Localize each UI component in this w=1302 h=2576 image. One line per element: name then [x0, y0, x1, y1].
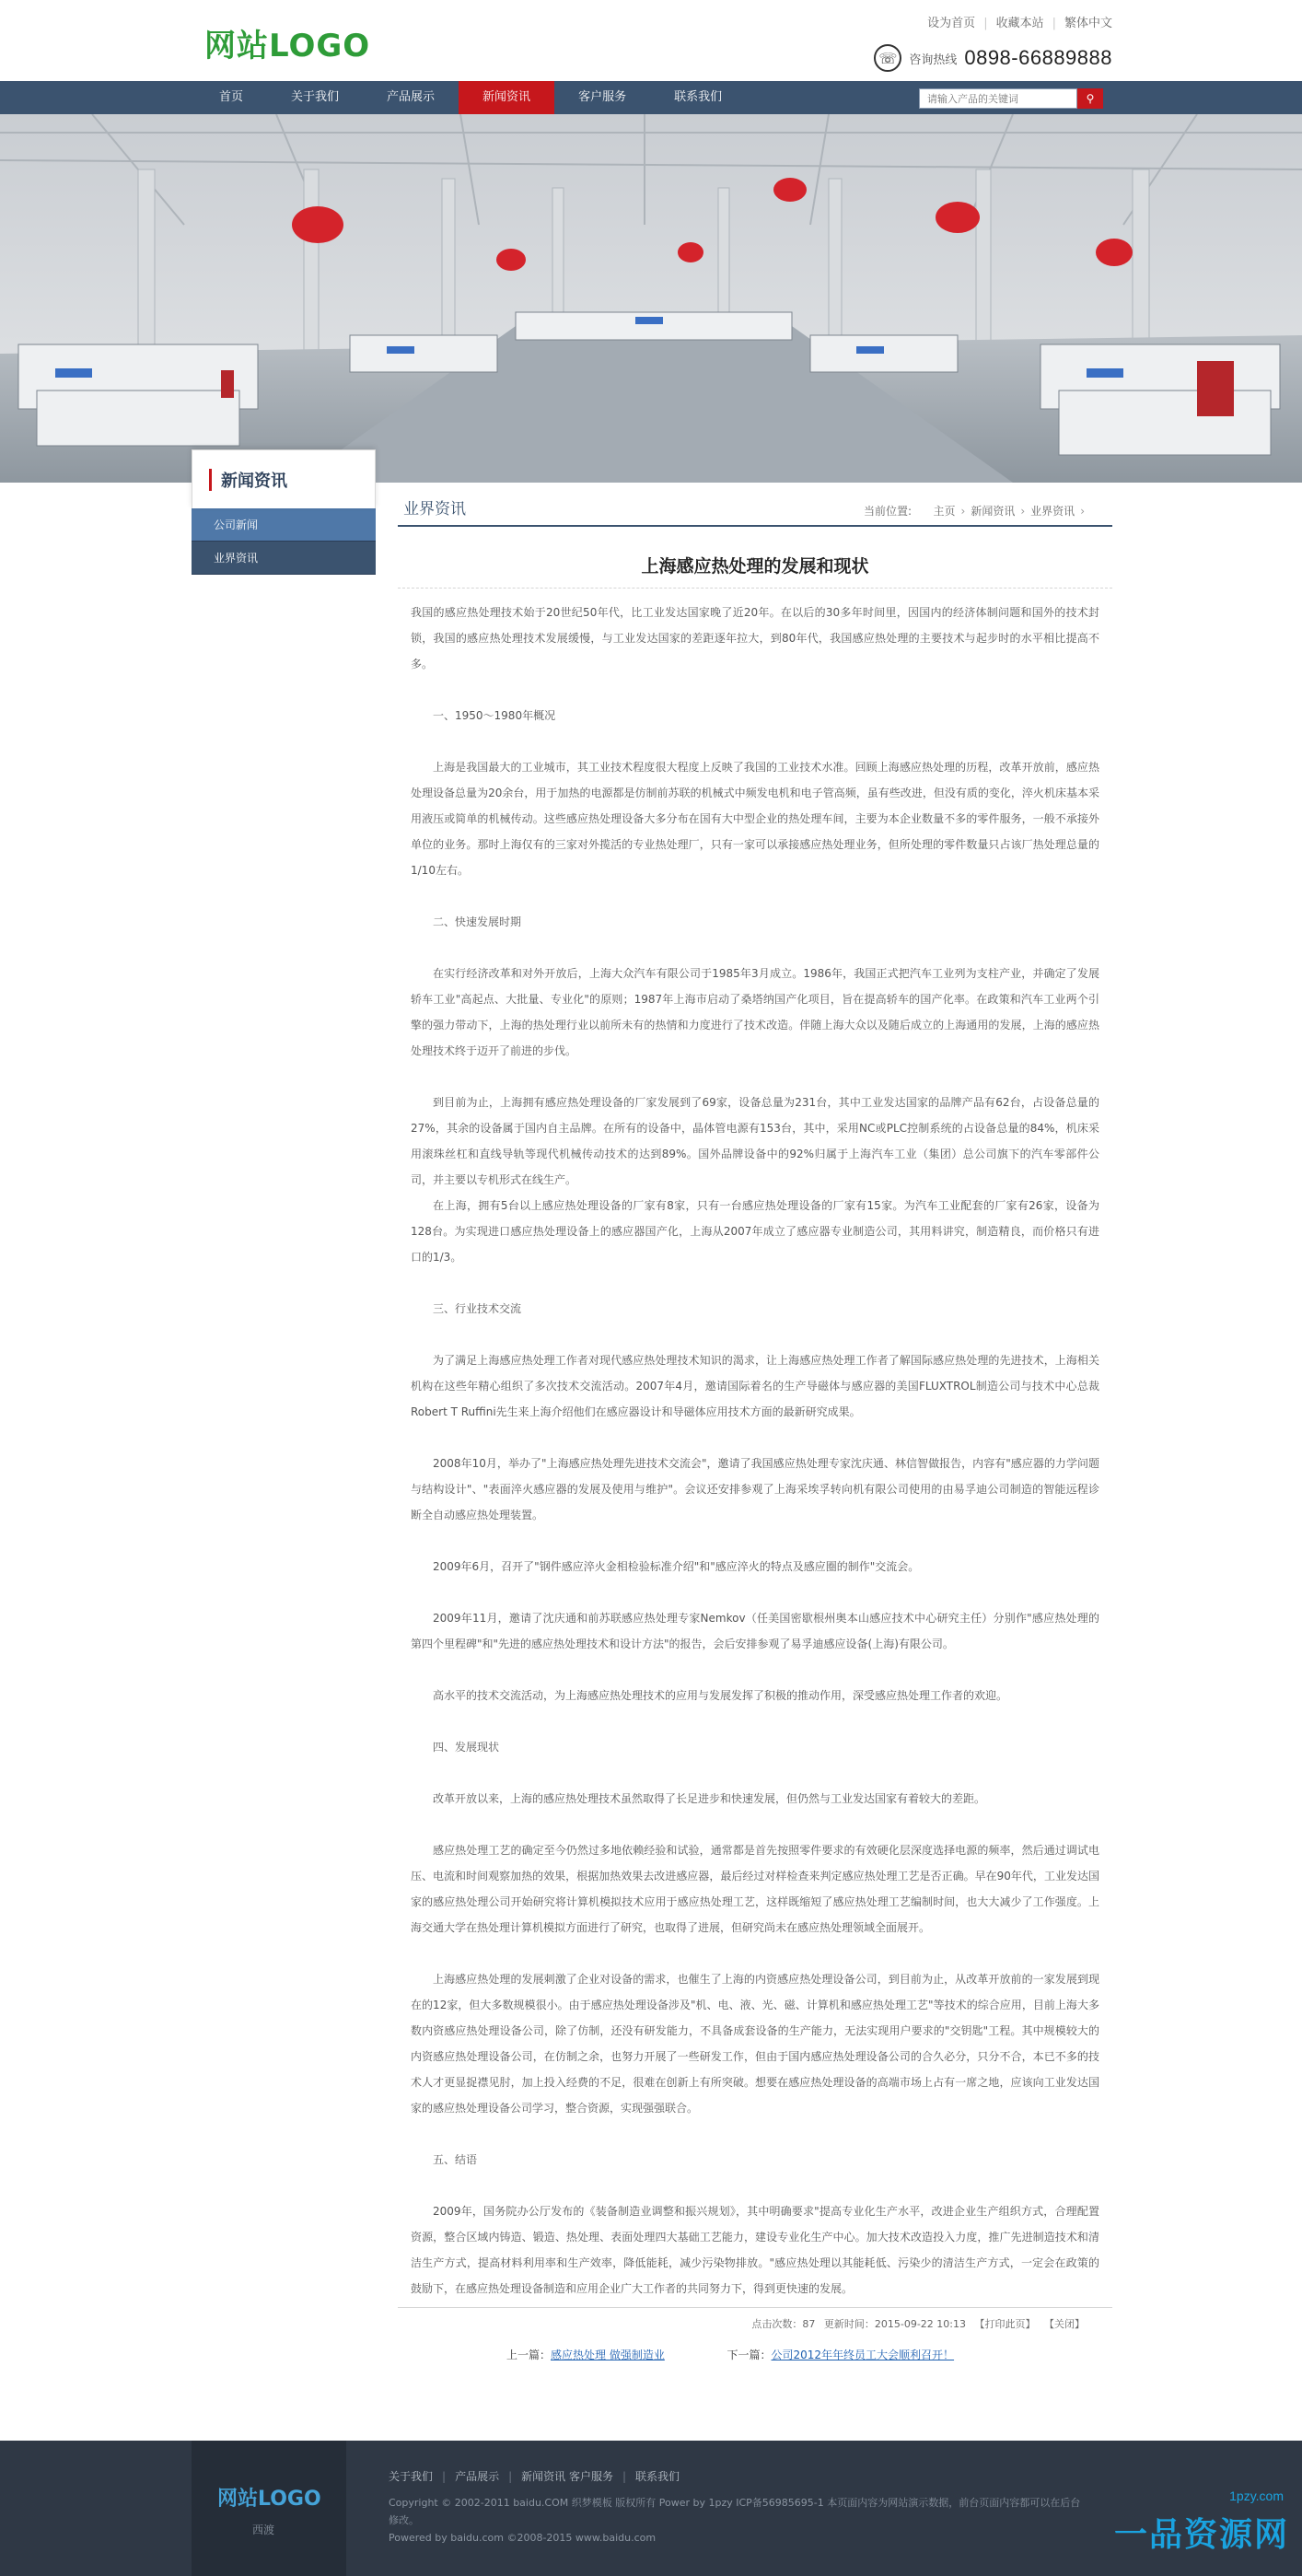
article-paragraph: 改革开放以来，上海的感应热处理技术虽然取得了长足进步和快速发展，但仍然与工业发达国家有着较大的差距。 — [433, 1792, 986, 1805]
top-links: 设为首页 | 收藏本站 | 繁体中文 — [927, 17, 1112, 30]
main-nav — [0, 81, 1302, 114]
breadcrumb-home[interactable]: 主页 — [933, 505, 956, 518]
search-input[interactable] — [919, 88, 1077, 109]
article-heading: 五、结语 — [433, 2153, 478, 2166]
update-time: 更新时间：2015-09-22 10:13 — [823, 2318, 966, 2330]
prev-next-nav — [398, 2340, 1112, 2370]
footer-links: 关于我们 | 产品展示 | 新闻资讯 客户服务 | 联系我们 — [389, 2470, 680, 2483]
nav-contact[interactable]: 联系我们 — [674, 90, 723, 104]
article-paragraph: 上海是我国最大的工业城市，其工业技术程度很大程度上反映了我国的工业技术水准。回顾上海感应热处理的历程，改革开放前，感应热处理设备总量为20余台，用于加热的电源都是仿制前苏联的机械式中频发电机和电子管高频，虽有些改进，但没有质的变化，淬火机床基本采用液压或简单的机械传动。这些感应热处理设备大多分布在国有大中型企业的热处理车间，主要为本企业数量不多的零件服务，一般不承接外单位的业务。那时上海仅有的三家对外揽活的专业热处理厂，只有一家可以承接感应热处理业务，但所处理的零件数量只占该厂热处理总量的1/10左右。 — [411, 761, 1099, 877]
sidebar-item-industry-news[interactable]: 业界资讯 — [192, 542, 376, 575]
article-meta — [398, 2307, 1112, 2340]
banner-image — [0, 114, 1302, 483]
nav-news[interactable]: 新闻资讯 — [459, 81, 554, 114]
article-title: 上海感应热处理的发展和现状 — [641, 556, 869, 577]
main-content — [398, 488, 1112, 2370]
set-homepage-link[interactable]: 设为首页 — [927, 17, 976, 30]
footer-link-contact[interactable]: 联系我们 — [635, 2470, 680, 2483]
search-box — [919, 88, 1103, 109]
traditional-chinese-link[interactable]: 繁体中文 — [1064, 17, 1112, 30]
sidebar-title-accent — [209, 469, 212, 491]
nav-products[interactable]: 产品展示 — [387, 90, 436, 104]
footer-link-about[interactable]: 关于我们 — [389, 2470, 434, 2483]
article-paragraph: 感应热处理工艺的确定至今仍然过多地依赖经验和试验，通常都是首先按照零件要求的有效硬化层深度选择电源的频率，然后通过调试电压、电流和时间观察加热的效果，根据加热效果去改进感应器，最后经过对样检查来判定感应热处理工艺是否正确。早在90年代，工业发达国家的感应热处理公司开始研究将计算机模拟技术应用于感应热处理工艺，这样既缩短了感应热处理工艺编制时间，也大大减少了工作强度。上海交通大学在热处理计算机模拟方面进行了研究，也取得了进展，但研究尚未在感应热处理领域全面展开。 — [411, 1844, 1099, 1934]
sidebar-item-company-news[interactable]: 公司新闻 — [192, 508, 376, 542]
factory-banner-illustration — [0, 114, 1302, 483]
article-paragraph: 在上海，拥有5台以上感应热处理设备的厂家有8家，只有一台感应热处理设备的厂家有15家。为汽车工业配套的厂家有26家，设备为128台。为实现进口感应热处理设备上的感应器国产化，上海从2007年成立了感应器专业制造公司，其用料讲究，制造精良，而价格只有进口的1/3。 — [411, 1199, 1099, 1264]
article-heading: 一、1950～1980年概况 — [433, 709, 556, 722]
footer-logo-subtitle: 西渡 — [252, 2524, 275, 2536]
footer-copyright — [389, 2494, 1088, 2547]
next-label: 下一篇： — [727, 2349, 772, 2361]
watermark-url: 1pzy.com — [1229, 2489, 1284, 2503]
prev-article-link[interactable]: 感应热处理 做强制造业 — [551, 2349, 665, 2361]
article-heading: 四、发展现状 — [433, 1741, 500, 1754]
nav-home[interactable]: 首页 — [219, 90, 244, 104]
site-logo[interactable]: 网站LOGO — [204, 28, 371, 64]
footer-link-products[interactable]: 产品展示 — [455, 2470, 500, 2483]
article-paragraph: 2009年6月，召开了"钢件感应淬火金相检验标准介绍"和"感应淬火的特点及感应圈的制作"交流会。 — [433, 1560, 920, 1573]
phone-icon: ☏ — [874, 44, 901, 72]
sidebar-header — [192, 449, 376, 508]
article-paragraph: 在实行经济改革和对外开放后，上海大众汽车有限公司于1985年3月成立。1986年，我国正式把汽车工业列为支柱产业，并确定了发展轿车工业"高起点、大批量、专业化"的原则；1987年上海市启动了桑塔纳国产化项目，旨在提高轿车的国产化率。在政策和汽车工业两个引擎的强力带动下，上海的热处理行业以前所未有的热情和力度进行了技术改造。伴随上海大众以及随后成立的上海通用的发展，上海的感应热处理技术终于迈开了前进的步伐。 — [411, 967, 1099, 1057]
article-paragraph: 高水平的技术交流活动，为上海感应热处理技术的应用与发展发挥了积极的推动作用，深受感应热处理工作者的欢迎。 — [433, 1689, 1008, 1702]
article-heading: 三、行业技术交流 — [433, 1302, 522, 1315]
article-paragraph: 2008年10月，举办了"上海感应热处理先进技术交流会"，邀请了我国感应热处理专家沈庆通、林信智做报告，内容有"感应器的力学问题与结构设计"、"表面淬火感应器的发展及使用与维护"。会议还安排参观了上海采埃孚转向机有限公司使用的由易孚迪公司制造的智能远程诊断全自动感应热处理装置。 — [411, 1457, 1099, 1521]
footer-logo-box — [192, 2441, 346, 2576]
section-title: 业界资讯 — [403, 500, 466, 519]
next-article-link[interactable]: 公司2012年年终员工大会顺利召开！ — [771, 2349, 955, 2361]
section-header — [398, 488, 1112, 527]
copyright-text: Copyright © 2002-2011 baidu.COM 织梦模板 版权所有 Power by 1pzy ICP备56985695-1 本页面内容为网站演示数据，前台页面内容都可以在后台修改。 — [389, 2497, 1081, 2526]
sidebar-title: 新闻资讯 — [221, 471, 287, 491]
article-paragraph: 2009年，国务院办公厅发布的《装备制造业调整和振兴规划》，其中明确要求"提高专业化生产水平，改进企业生产组织方式，合理配置资源，整合区域内铸造、锻造、热处理、表面处理四大基础工艺能力，建设专业化生产中心。加大技术改造投入力度，推广先进制造技术和清洁生产方式，提高材料利用率和生产效率，降低能耗，减少污染物排放。"感应热处理以其能耗低、污染少的清洁生产方式，一定会在政策的鼓励下，在感应热处理设备制造和应用企业广大工作者的共同努力下，得到更快速的发展。 — [411, 2205, 1099, 2295]
print-link[interactable]: 【打印此页】 — [974, 2318, 1036, 2330]
breadcrumb: 当前位置: 主页 › 新闻资讯 › 业界资讯 › — [863, 505, 1085, 518]
close-link[interactable]: 【关闭】 — [1044, 2318, 1085, 2330]
article-heading: 二、快速发展时期 — [433, 915, 522, 928]
footer-logo[interactable]: 网站LOGO — [217, 2488, 321, 2511]
article-body — [398, 589, 1112, 2302]
header — [0, 0, 1302, 81]
article-paragraph: 到目前为止，上海拥有感应热处理设备的厂家发展到了69家，设备总量为231台，其中工业发达国家的品牌产品有62台，占设备总量的27%，其余的设备属于国内自主品牌。在所有的设备中，晶体管电源有153台，其中，采用NC或PLC控制系统的占设备总量的84%，机床采用滚珠丝杠和直线导轨等现代机械传动技术的达到89%。国外品牌设备中的92%归属于上海汽车工业（集团）总公司旗下的汽车零部件公司，并主要以专机形式在线生产。 — [411, 1096, 1099, 1186]
search-icon: ⚲ — [1086, 92, 1095, 105]
article-paragraph: 为了满足上海感应热处理工作者对现代感应热处理技术知识的渴求，让上海感应热处理工作者了解国际感应热处理的先进技术，上海相关机构在这些年精心组织了多次技术交流活动。2007年4月，邀请国际着名的生产导磁体与感应器的美国FLUXTROL制造公司与技术中心总裁Robert T Ruffini先生来上海介绍他们在感应器设计和导磁体应用技术方面的最新研究成果。 — [411, 1354, 1099, 1418]
breadcrumb-label: 当前位置: — [863, 505, 913, 518]
hotline-number: 0898-66889888 — [964, 46, 1112, 69]
nav-service[interactable]: 客户服务 — [578, 90, 627, 104]
breadcrumb-news[interactable]: 新闻资讯 — [971, 505, 1016, 518]
powered-by-text: Powered by baidu.com ©2008-2015 www.baidu.com — [389, 2532, 657, 2544]
sidebar — [192, 449, 376, 575]
search-button[interactable] — [1077, 88, 1103, 109]
watermark-text: 一品资源网 — [1113, 2516, 1289, 2554]
article-paragraph: 上海感应热处理的发展刺激了企业对设备的需求，也催生了上海的内资感应热处理设备公司，到目前为止，从改革开放前的一家发展到现在的12家，但大多数规模很小。由于感应热处理设备涉及"机、电、液、光、磁、计算机和感应热处理工艺"等技术的综合应用，目前上海大多数内资感应热处理设备公司，除了仿制，还没有研发能力，不具备成套设备的生产能力，无法实现用户要求的"交钥匙"工程。其中规模较大的内资感应热处理设备公司，在仿制之余，也努力开展了一些研发工作，但由于国内感应热处理设备公司的合久必分，只分不合，本已不多的技术人才更显捉襟见肘，加上投入经费的不足，很难在创新上有所突破。想要在感应热处理设备的高端市场上占有一席之地，应该向工业发达国家的感应热处理设备公司学习，整合资源，实现强强联合。 — [411, 1973, 1099, 2115]
footer-link-service[interactable]: 客户服务 — [568, 2470, 613, 2483]
breadcrumb-industry[interactable]: 业界资讯 — [1030, 505, 1075, 518]
footer-link-news[interactable]: 新闻资讯 — [521, 2470, 566, 2483]
hotline-label: 咨询热线 — [909, 52, 958, 67]
article-paragraph: 2009年11月，邀请了沈庆通和前苏联感应热处理专家Nemkov（任美国密歇根州奥本山感应技术中心研究主任）分别作"感应热处理的第四个里程碑"和"先进的感应热处理技术和设计方法"的报告，会后安排参观了易孚迪感应设备(上海)有限公司。 — [411, 1612, 1099, 1650]
watermark — [1085, 2489, 1289, 2562]
article-paragraph: 我国的感应热处理技术始于20世纪50年代，比工业发达国家晚了近20年。在以后的30多年时间里，因国内的经济体制问题和国外的技术封锁，我国的感应热处理技术发展缓慢，与工业发达国家的差距逐年拉大，到80年代，我国感应热处理的主要技术与起步时的水平相比提高不多。 — [411, 606, 1099, 670]
hotline — [874, 44, 1112, 72]
nav-about[interactable]: 关于我们 — [291, 90, 340, 104]
prev-label: 上一篇： — [506, 2349, 552, 2361]
click-count: 点击次数：87 — [751, 2318, 816, 2330]
bookmark-link[interactable]: 收藏本站 — [995, 17, 1044, 30]
